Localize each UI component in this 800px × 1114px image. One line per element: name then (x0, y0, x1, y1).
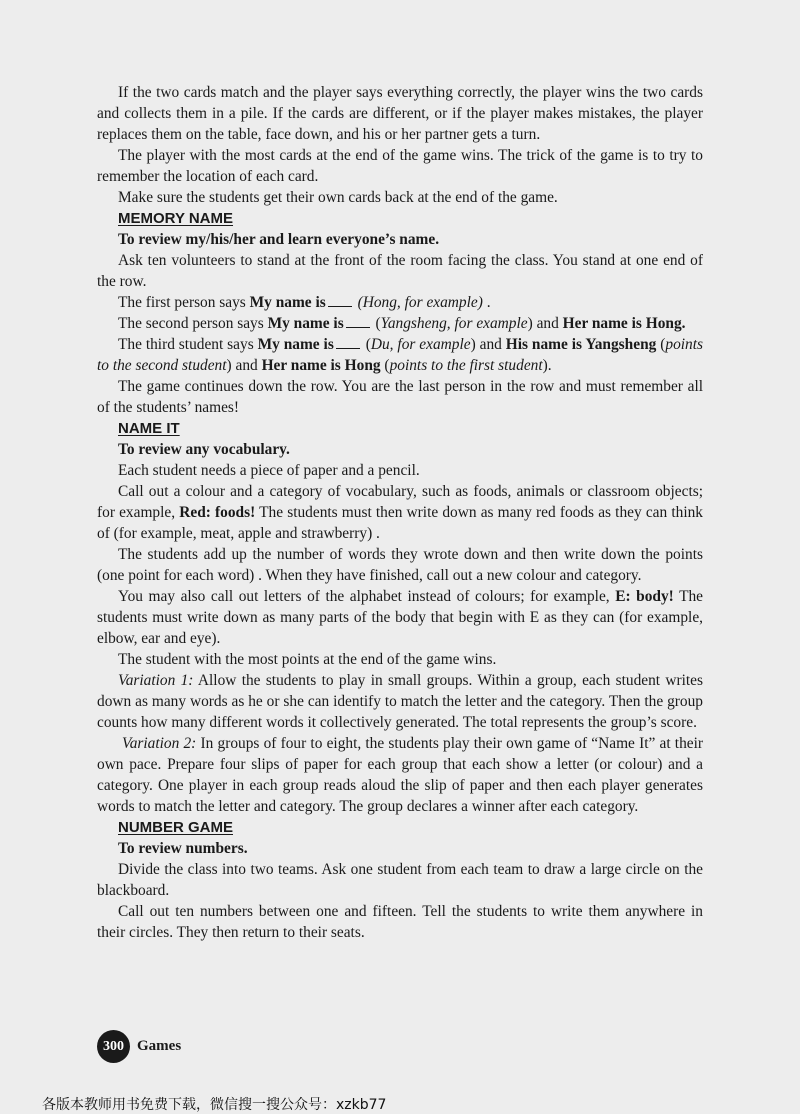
variation-paragraph: Variation 2: In groups of four to eight, the students play their own game of “Name It” at their own pace. Prepare four slips of paper for each group that each show a letter (or colour) and a category. One player in each group reads aloud the slip of paper and then each player generates words to match the letter and category. The group declares a winner after each category. (97, 735, 703, 815)
paragraph: The second person says My name is (Yangsheng, for example) and Her name is Hong. (118, 315, 686, 332)
paragraph: The first person says My name is (Hong, for example) . (118, 294, 491, 311)
section-label: Games (137, 1038, 182, 1054)
paragraph: The student with the most points at the end of the game wins. (118, 651, 497, 668)
paragraph: The students add up the number of words they wrote down and then write down the points (one point for each word) . When they have finished, call out a new colour and category. (97, 546, 703, 584)
section-aim: To review numbers. (118, 840, 248, 857)
watermark-text: 各版本教师用书免费下载，微信搜一搜公众号：xzkb77 (42, 1097, 387, 1113)
paragraph: Make sure the students get their own cards back at the end of the game. (118, 189, 558, 206)
variation-paragraph: Variation 1: Allow the students to play in small groups. Within a group, each student writes down as many words as he or she can identify to match the letter and the category. Then the group counts how many different words it collectively generated. The total represents the group’s score. (97, 672, 703, 731)
section-heading-name-it: NAME IT (118, 420, 180, 437)
paragraph: The third student says My name is (Du, for example) and His name is Yangsheng (points to the second student) and Her name is Hong (points to the first student). (97, 336, 704, 374)
paragraph: Call out a colour and a category of vocabulary, such as foods, animals or classroom objects; for example, Red: foods! The students must then write down as many red foods as they can think of (for example, meat, apple and strawberry) . (97, 483, 703, 542)
section-aim: To review any vocabulary. (118, 441, 290, 458)
paragraph: Call out ten numbers between one and fifteen. Tell the students to write them anywhere in their circles. They then return to their seats. (97, 903, 703, 941)
page-body (97, 82, 703, 943)
paragraph: The game continues down the row. You are the last person in the row and must remember all of the students’ names! (97, 378, 703, 416)
paragraph: Ask ten volunteers to stand at the front of the room facing the class. You stand at one end of the row. (97, 252, 703, 290)
paragraph: The player with the most cards at the end of the game wins. The trick of the game is to try to remember the location of each card. (97, 147, 703, 185)
paragraph: Each student needs a piece of paper and a pencil. (118, 462, 420, 479)
page-number-badge: 300 (97, 1030, 130, 1063)
section-heading-memory-name: MEMORY NAME (118, 210, 234, 227)
page-footer (97, 1030, 181, 1063)
paragraph: You may also call out letters of the alphabet instead of colours; for example, E: body! The students must write down as many parts of the body that begin with E as they can (for example, elbow, ear and eye). (97, 588, 704, 647)
section-aim: To review my/his/her and learn everyone’s name. (118, 231, 440, 248)
paragraph: If the two cards match and the player says everything correctly, the player wins the two cards and collects them in a pile. If the cards are different, or if the player makes mistakes, the player replaces them on the table, face down, and his or her partner gets a turn. (97, 84, 703, 143)
section-heading-number-game: NUMBER GAME (118, 819, 233, 836)
paragraph: Divide the class into two teams. Ask one student from each team to draw a large circle on the blackboard. (97, 861, 703, 899)
